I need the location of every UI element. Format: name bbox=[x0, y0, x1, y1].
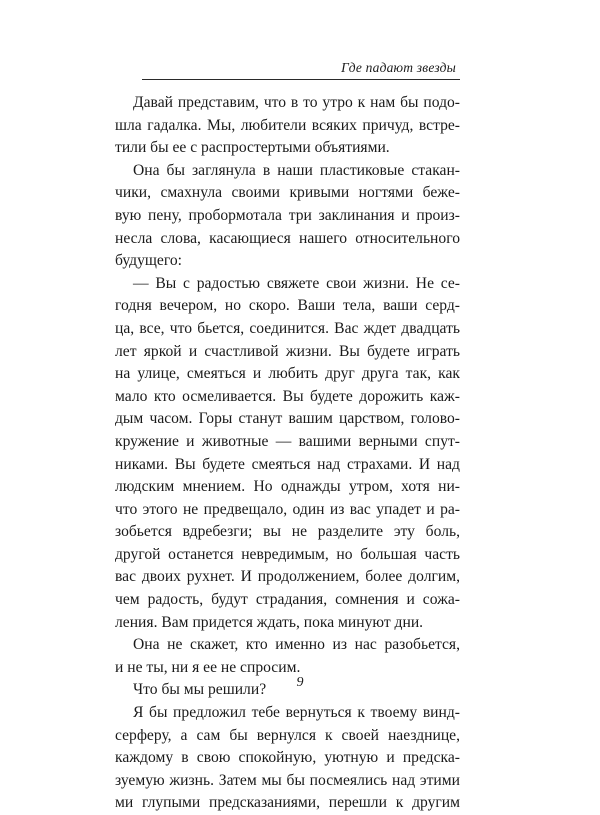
text-line: на улице, смеяться и любить друг друга так, как bbox=[115, 365, 460, 383]
text-line: лет яркой и счастливой жизни. Вы будете играть bbox=[115, 342, 460, 360]
text-line: Она бы заглянула в наши пластиковые стакан- bbox=[133, 161, 460, 179]
text-line: — Вы с радостью свяжете свои жизни. Не се- bbox=[133, 274, 460, 292]
text-line: вас двоих рухнет. И продолжением, более долгим, bbox=[115, 568, 460, 586]
text-line: что этого не предвещало, один из вас упадет и ра- bbox=[115, 500, 460, 518]
text-line: годня вечером, но скоро. Ваши тела, ваши серд- bbox=[115, 297, 460, 315]
text-line: мало кто осмеливается. Вы будете дорожить каж- bbox=[115, 387, 460, 405]
text-line: Я бы предложил тебе вернуться к твоему винд- bbox=[133, 704, 460, 722]
text-line: ления. Вам придется ждать, пока минуют дни. bbox=[115, 613, 424, 631]
text-line: никами. Вы будете смеяться над страхами. И над bbox=[115, 455, 460, 473]
text-line: ца, все, что бьется, соединится. Вас ждет двадцать bbox=[115, 319, 460, 337]
text-line: кружение и животные — вашими верными спут- bbox=[115, 432, 460, 450]
text-line: ми глупыми предсказаниями, перешли к другим bbox=[115, 794, 460, 812]
text-line: чики, смахнула своими кривыми ногтями беже- bbox=[115, 184, 460, 202]
text-line: и не ты, ни я ее не спросим. bbox=[115, 658, 301, 676]
text-line: тили бы ее с распростертыми объятиями. bbox=[115, 139, 390, 157]
text-line: будущего: bbox=[115, 252, 182, 270]
text-line: зуемую жизнь. Затем мы бы посмеялись над этими bbox=[115, 771, 460, 789]
text-line: другой останется невредимым, но большая часть bbox=[115, 545, 460, 563]
text-line: вую пену, пробормотала три заклинания и произ- bbox=[115, 206, 460, 224]
text-line: чем радость, будут страдания, сомнения и сожа- bbox=[115, 591, 460, 609]
text-line: серферу, а сам бы вернулся к своей наезднице, bbox=[115, 726, 460, 744]
running-head: Где падают звезды bbox=[341, 60, 456, 75]
page-number: 9 bbox=[296, 675, 304, 690]
text-line: Она не скажет, кто именно из нас разобьется, bbox=[133, 636, 460, 654]
text-line: несла слова, касающиеся нашего относительного bbox=[115, 229, 460, 247]
text-line: шла гадалка. Мы, любители всяких причуд, встре- bbox=[115, 116, 460, 134]
body-text bbox=[115, 92, 460, 815]
text-line: зобьется вдребезги; вы не разделите эту боль, bbox=[115, 523, 460, 541]
text-line: каждому в свою спокойную, уютную и предска- bbox=[115, 749, 460, 767]
text-line: дым часом. Горы станут вашим царством, голово- bbox=[115, 410, 460, 428]
text-line: Давай представим, что в то утро к нам бы подо- bbox=[133, 94, 460, 111]
header-rule bbox=[142, 79, 460, 80]
text-line: Что бы мы решили? bbox=[133, 681, 267, 699]
text-line: людским мнением. Но однажды утром, хотя ни- bbox=[115, 478, 460, 496]
